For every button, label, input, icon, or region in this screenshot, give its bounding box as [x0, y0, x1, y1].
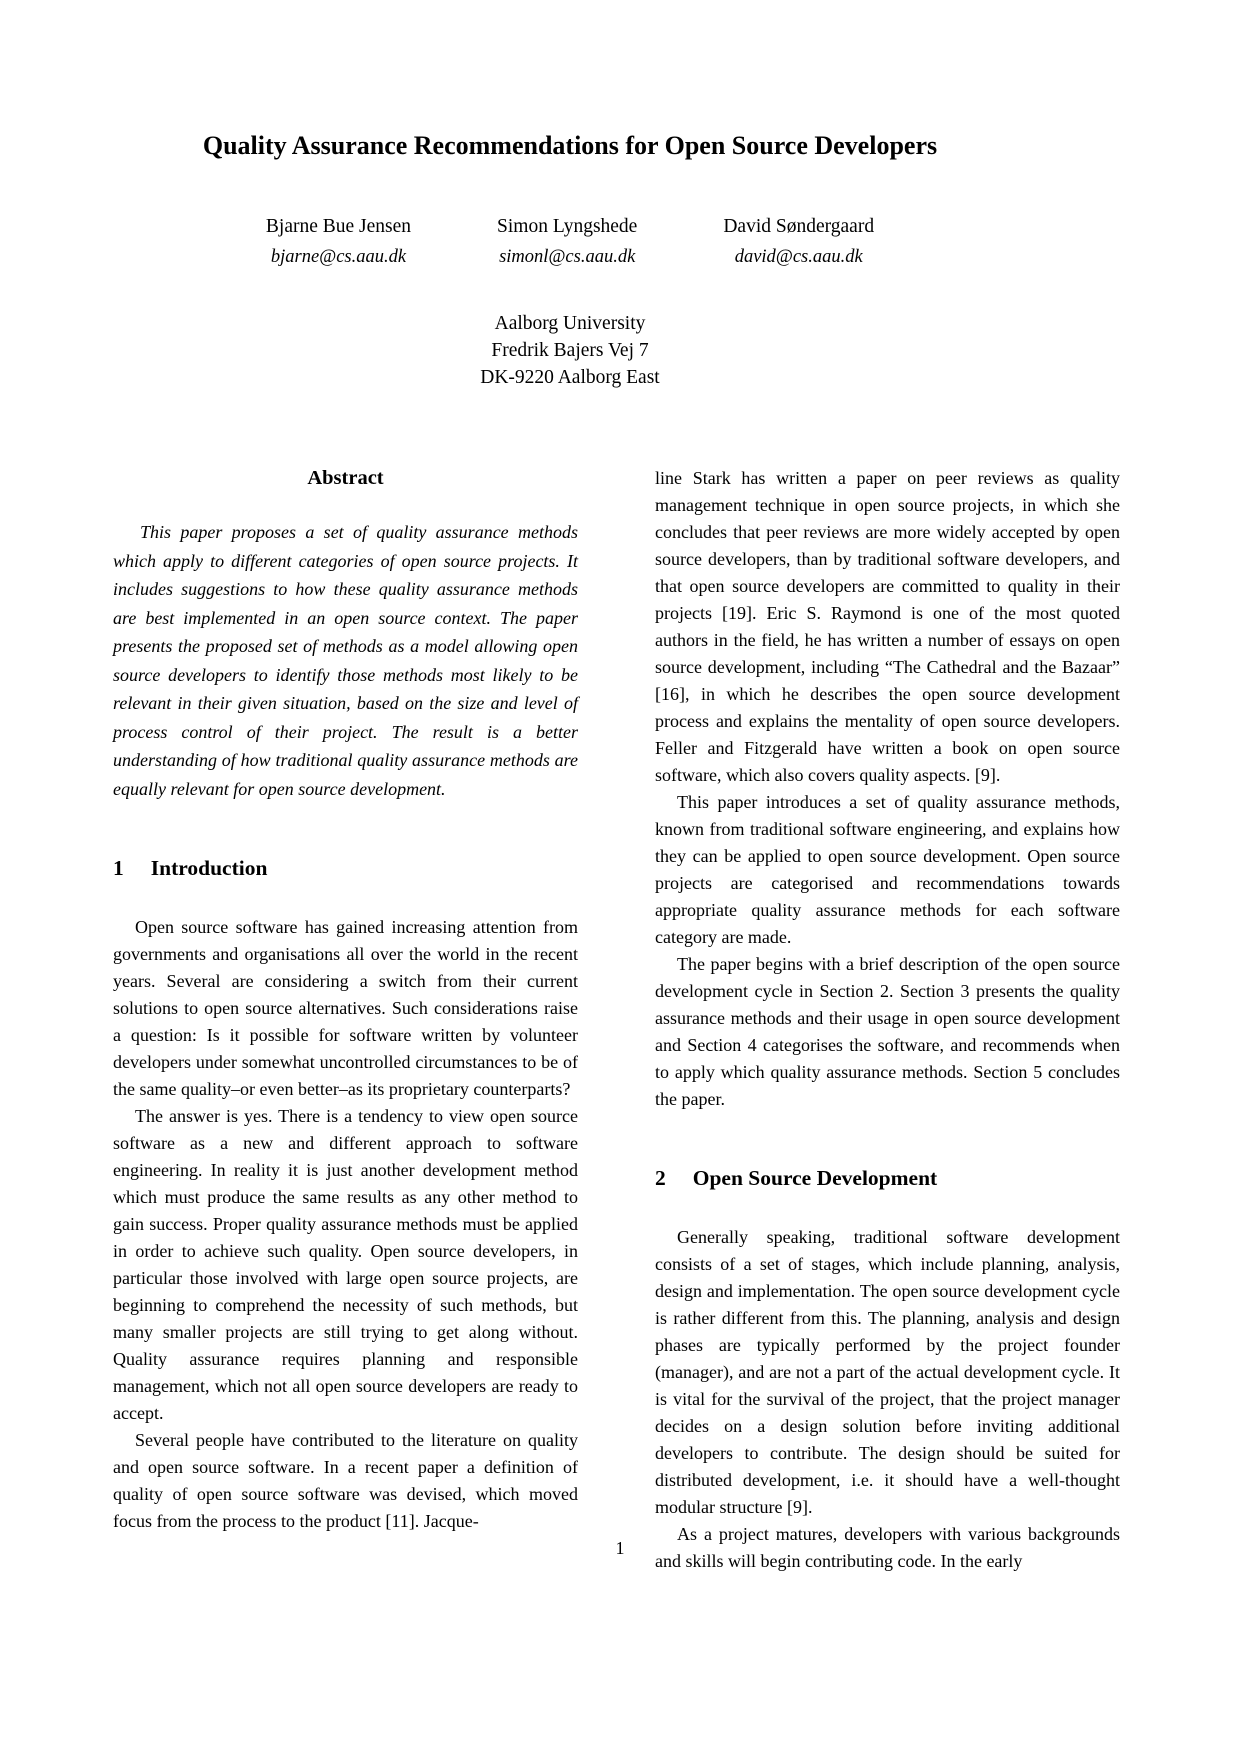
author-email: bjarne@cs.aau.dk	[270, 247, 407, 267]
page-number: 1	[615, 1538, 625, 1558]
author-email: simonl@cs.aau.dk	[499, 247, 636, 267]
abstract-heading: Abstract	[307, 467, 384, 489]
author-name: Simon Lyngshede	[497, 216, 638, 237]
paragraph: This paper introduces a set of quality assurance methods, known from traditional software engineering, and explains how they can be applied to open source development. Open source projects are categorised and recommendations towards appropriate quality assurance methods for each software category are made.	[655, 792, 1120, 947]
author-block	[266, 214, 411, 270]
paragraph: Several people have contributed to the literature on quality and open source software. In a recent paper a definition of quality of open source software was devised, which moved focus from the process to the product [11]. Jacque-	[113, 1430, 578, 1531]
section-heading-open-source-development	[655, 1165, 1120, 1191]
section-heading-introduction	[113, 855, 578, 881]
author-list	[113, 214, 1027, 270]
affiliation-block	[113, 310, 1027, 391]
affiliation-line: Aalborg University	[494, 313, 646, 334]
section-number: 1	[113, 856, 124, 880]
paragraph: The paper begins with a brief description of the open source development cycle in Section 2. Section 3 presents the quality assurance methods and their usage in open source development and Section 4 categorises the software, and recommends when to apply which quality assurance methods. Section 5 concludes the paper.	[655, 954, 1120, 1109]
left-column	[113, 465, 578, 1575]
section-title: Introduction	[150, 856, 268, 880]
section-title: Open Source Development	[692, 1166, 938, 1190]
paragraph: As a project matures, developers with various backgrounds and skills will begin contributing code. In the early	[655, 1524, 1120, 1571]
author-email: david@cs.aau.dk	[734, 247, 863, 267]
paragraph: Open source software has gained increasing attention from governments and organisations all over the world in the recent years. Several are considering a switch from their current solutions to open source alternatives. Such considerations raise a question: Is it possible for software written by volunteer developers under somewhat uncontrolled circumstances to be of the same quality–or even better–as its proprietary counterparts?	[113, 917, 578, 1099]
two-column-body	[113, 465, 1240, 1575]
abstract-text: This paper proposes a set of quality assurance methods which apply to different categories of open source projects. It includes suggestions to how these quality assurance methods are best implemented in an open source context. The paper presents the proposed set of methods as a model allowing open source developers to identify those methods most likely to be relevant in their given situation, based on the size and level of process control of their project. The result is a better understanding of how traditional quality assurance methods are equally relevant for open source development.	[113, 522, 578, 799]
paper-header	[113, 0, 1027, 391]
author-block	[723, 214, 874, 270]
paper-title: Quality Assurance Recommendations for Open Source Developers	[202, 131, 938, 160]
author-name: Bjarne Bue Jensen	[265, 216, 412, 237]
section-number: 2	[655, 1166, 666, 1190]
right-column	[655, 465, 1120, 1575]
paragraph: Generally speaking, traditional software development consists of a set of stages, which include planning, analysis, design and implementation. The open source development cycle is rather different from this. The planning, analysis and design phases are typically performed by the project founder (manager), and are not a part of the actual development cycle. It is vital for the survival of the project, that the project manager decides on a design solution before inviting additional developers to contribute. The design should be suited for distributed development, i.e. it should have a well-thought modular structure [9].	[655, 1227, 1120, 1517]
paragraph: line Stark has written a paper on peer reviews as quality management technique in open source projects, in which she concludes that peer reviews are more widely accepted by open source developers, than by traditional software developers, and that open source developers are committed to quality in their projects [19]. Eric S. Raymond is one of the most quoted authors in the field, he has written a number of essays on open source development, including “The Cathedral and the Bazaar” [16], in which he describes the open source development process and explains the mentality of open source developers. Feller and Fitzgerald have written a book on open source software, which also covers quality aspects. [9].	[655, 468, 1120, 785]
affiliation-line: Fredrik Bajers Vej 7	[491, 340, 649, 361]
author-name: David Søndergaard	[723, 216, 875, 237]
affiliation-line: DK-9220 Aalborg East	[480, 367, 660, 388]
paragraph: The answer is yes. There is a tendency to view open source software as a new and different approach to software engineering. In reality it is just another development method which must produce the same results as any other method to gain success. Proper quality assurance methods must be applied in order to achieve such quality. Open source developers, in particular those involved with large open source projects, are beginning to comprehend the necessity of such methods, but many smaller projects are still trying to get along without. Quality assurance requires planning and responsible management, which not all open source developers are ready to accept.	[113, 1106, 578, 1423]
author-block	[497, 214, 637, 270]
